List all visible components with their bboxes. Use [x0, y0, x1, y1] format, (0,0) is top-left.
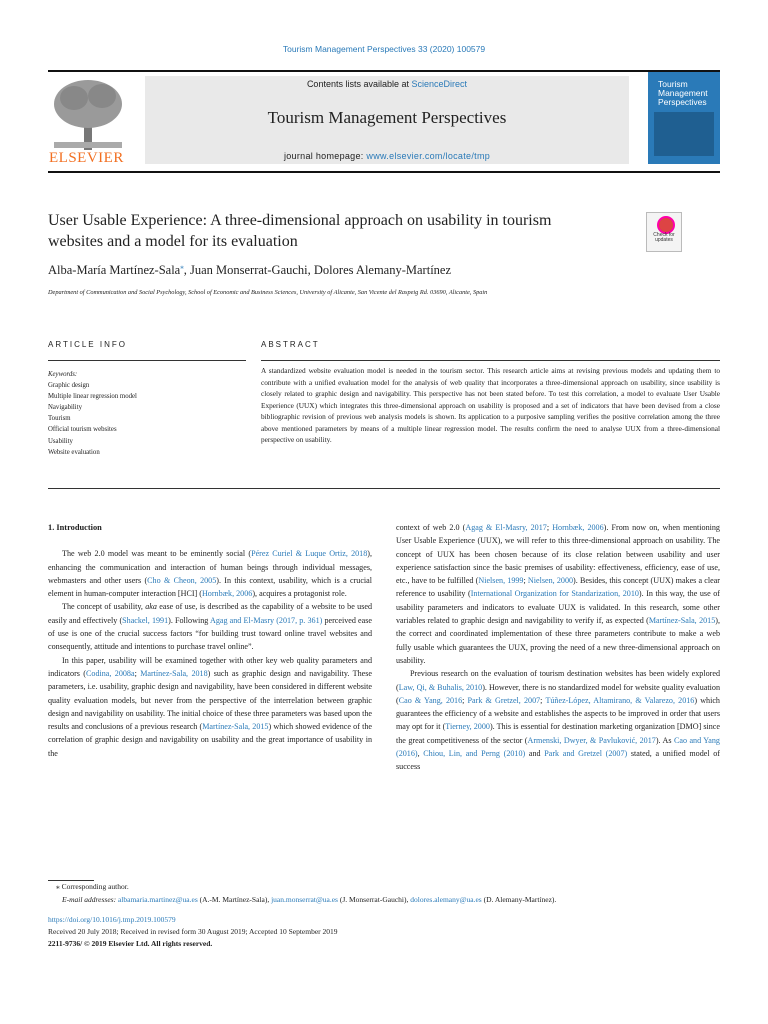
body-text: In this paper, usability will be examined together with other key web quality parameters and indicators ( — [48, 655, 372, 678]
article-title: User Usable Experience: A three-dimensional approach on usability in tourism websites and a model for its evaluation — [48, 212, 552, 250]
body-text: ). Besides, this concept (UUX) makes a clear reference to usability ( — [396, 576, 720, 599]
elsevier-wordmark: ELSEVIER — [49, 150, 124, 166]
citation-link[interactable]: Cao and Yang (2016) — [396, 735, 720, 759]
body-text: context of web 2.0 ( — [396, 523, 466, 532]
corresponding-author-mark[interactable]: ⁎ — [180, 263, 184, 271]
cover-title: Tourism Management Perspectives — [658, 79, 708, 107]
citation-link[interactable]: Codina, 2008a — [86, 668, 135, 678]
citation-link[interactable]: Nielsen, 1999 — [478, 576, 524, 586]
citation-link[interactable]: Law, Qi, & Buhalis, 2010 — [398, 682, 483, 692]
section-heading: 1. Introduction — [48, 523, 102, 532]
keyword-item: Official tourism websites — [48, 426, 117, 434]
email-label: E-mail addresses: — [62, 895, 117, 904]
citation-link[interactable]: Agag and El-Masry (2017, p. 361) — [209, 615, 323, 625]
citation-link[interactable]: Chiou, Lin, and Perng (2010) — [423, 749, 526, 759]
article-metadata — [48, 914, 338, 949]
email-owner: (D. Alemany-Martínez). — [481, 895, 557, 904]
body-text: ), the correct and coordinated implementation of these three parameters contribute to make a web fully usable which guarantees the UUX, proving the need of a new three-dimensional approach on usability. — [396, 616, 720, 665]
body-text: ). As — [655, 735, 674, 745]
contents-line — [145, 79, 629, 89]
email-link[interactable]: albamaria.martinez@ua.es — [117, 895, 198, 904]
body-text: ease of use, is described as the capability of a website to be used easily and effectively ( — [48, 602, 373, 625]
body-text: ) such as graphic design and navigability. These parameters, i.e. usability, graphic design and navigability, have been considered in different website quality evaluation models, but never from the perspective of the interrelation between graphic design and navigability on usability. The initial choice of these three parameters was based upon the results and conclusions of a previous research ( — [48, 668, 372, 732]
article-info-rule — [48, 360, 246, 361]
check-updates-badge[interactable] — [646, 212, 682, 252]
author-list — [48, 263, 451, 278]
body-text: ), enhancing the communication and interaction of human beings through individual messages, webmasters and other users ( — [48, 549, 372, 585]
email-owner: (A.-M. Martínez-Sala), — [197, 895, 272, 904]
column-paragraphs — [396, 521, 720, 774]
citation-link[interactable]: Martínez-Sala, 2015 — [648, 616, 716, 626]
header-rule-bottom — [48, 171, 720, 173]
email-link[interactable]: dolores.alemany@ua.es — [410, 895, 482, 904]
citation-link[interactable]: Martínez-Sala, 2015 — [202, 722, 269, 732]
body-column-left — [48, 521, 372, 760]
column-paragraphs — [48, 547, 372, 760]
keywords-label: Keywords: — [48, 371, 78, 378]
abstract-bottom-rule — [48, 488, 720, 489]
citation-link[interactable]: Nielsen, 2000 — [527, 576, 574, 586]
author-rest: , Juan Monserrat-Gauchi, Dolores Alemany-Martínez — [183, 263, 452, 278]
citation-link[interactable]: Túñez-López, Altamirano, & Valarezo, 2016 — [545, 695, 695, 705]
cover-image — [654, 112, 714, 156]
body-text: ; — [134, 668, 141, 678]
citation-link[interactable]: Hornbæk, 2006 — [201, 589, 253, 599]
body-text: ). In this way, the use of usability parameters and indicators to evaluate UUX is validated. In this research, some other variables related to graphic design and navigability to verify if, as expected ( — [396, 589, 720, 626]
body-text: ; — [540, 695, 546, 705]
abstract-rule — [261, 360, 720, 361]
body-text: and — [525, 749, 545, 759]
body-paragraph — [396, 667, 720, 773]
sciencedirect-link[interactable]: ScienceDirect — [411, 79, 468, 89]
body-text: ). In this context, usability, which is a crucial element in human-computer interaction [HCI] ( — [48, 575, 373, 599]
citation-link[interactable]: Pérez Curiel & Luque Ortiz, 2018 — [251, 549, 368, 559]
check-updates-label: Check for updates — [653, 232, 675, 243]
doi-link[interactable]: https://doi.org/10.1016/j.tmp.2019.100579 — [48, 915, 176, 924]
body-text: ) which showed evidence of the correlation of graphic design and navigability on usability and the great importance of usability in the — [48, 722, 373, 758]
keyword-item: Website evaluation — [48, 448, 100, 456]
keyword-item: Navigability — [48, 404, 82, 412]
homepage-prefix: journal homepage: — [283, 151, 364, 161]
citation-link[interactable]: Cho & Cheon, 2005 — [147, 575, 217, 585]
citation-link[interactable]: International Organization for Standarization, 2010 — [470, 589, 639, 599]
journal-citation-link[interactable]: Tourism Management Perspectives 33 (2020) 100579 — [282, 44, 486, 54]
body-paragraph — [396, 521, 720, 667]
emphasis-text: aka — [145, 602, 157, 612]
citation-link[interactable]: Martínez-Sala, 2018 — [140, 668, 208, 678]
body-paragraph — [48, 600, 372, 653]
body-text: ). From now on, when mentioning User Usable Experience (UUX), we will refer to this three-dimensional approach on usability. The concept of UUX has been chosen because of its close relation between usability and user experience satisfaction since the basic premises of usability: effectiveness, efficiency, ease of use, etc., have to be fulfilled ( — [396, 523, 720, 586]
body-text: ; — [462, 695, 468, 705]
body-text: ; — [546, 523, 553, 532]
citation-link[interactable]: Agag & El-Masry, 2017 — [465, 523, 547, 532]
abstract-text: A standardized website evaluation model is needed in the tourism sector. This research article aims at revising previous models and updating them to contribute with a unified evaluation model for the analysis of web quality that incorporates a three-dimensional approach on usability, since usability is closely related to graphic design and navigability. This perspective has not been stated before. To test this correlation, a model to evaluate User Usable Experience (UUX) which integrates this three-dimensional approach on usability is proposed and a set of indicators that have been devised from a close bibliographic revision of previous web analysis models is shown. Its application to a purposive sampling verifies the positive correlation among the three above mentioned parameters by means of a multiple linear regression model. The results confirm the need to analyse UUX from a three-dimensional perspective on usability. — [261, 366, 720, 444]
copyright-line: 2211-9736/ © 2019 Elsevier Ltd. All rights reserved. — [48, 938, 213, 948]
journal-cover-thumbnail — [648, 72, 720, 164]
contents-prefix: Contents lists available at — [306, 79, 409, 89]
citation-link[interactable]: Park and Gretzel (2007) — [544, 749, 628, 759]
body-text: The web 2.0 model was meant to be eminently social ( — [62, 549, 252, 559]
body-text: , — [417, 749, 424, 759]
body-text: ). Following — [168, 615, 210, 625]
body-text: ), acquires a protagonist role. — [252, 589, 347, 599]
body-text: ). However, there is no standardized model for website quality evaluation ( — [396, 682, 721, 705]
body-text: Previous research on the evaluation of tourism destination websites has been widely explored ( — [396, 669, 720, 692]
citation-link[interactable]: Hornbæk, 2006 — [552, 523, 604, 532]
journal-title: Tourism Management Perspectives — [267, 108, 507, 127]
body-text: ) which guarantees the efficiency of a website and establishes the aspects to be improved in order that users may opt for it ( — [396, 695, 720, 732]
author-first: Alba-María Martínez-Sala — [48, 263, 181, 278]
body-text: The concept of usability, — [62, 602, 146, 612]
email-addresses — [48, 893, 728, 906]
homepage-line — [145, 151, 629, 161]
footnotes — [48, 880, 728, 906]
email-owner: (J. Monserrat-Gauchi), — [337, 895, 411, 904]
body-column-right — [396, 521, 720, 774]
received-dates: Received 20 July 2018; Received in revised form 30 August 2019; Accepted 10 September 2019 — [48, 926, 338, 936]
body-text: stated, a unified model of success — [396, 749, 720, 772]
body-paragraph — [48, 654, 372, 760]
header-rule-top — [48, 70, 720, 72]
body-paragraph — [48, 547, 372, 600]
abstract-heading: ABSTRACT — [261, 340, 320, 349]
citation-link[interactable]: Cao & Yang, 2016 — [398, 695, 463, 705]
body-text: ). This is essential for destination marketing organization [DMO] since the great competitiveness of the sector ( — [396, 722, 720, 745]
email-link[interactable]: juan.monserrat@ua.es — [271, 895, 338, 904]
keyword-item: Graphic design — [48, 382, 90, 390]
citation-link[interactable]: Shackel, 1991 — [122, 615, 169, 625]
keyword-item: Usability — [48, 437, 73, 445]
citation-link[interactable]: Tierney, 2000 — [445, 722, 490, 732]
corresponding-note: ⁎ Corresponding author. — [56, 882, 129, 891]
body-text: ; — [523, 576, 528, 586]
keywords-block — [48, 369, 137, 458]
affiliation: Department of Communication and Social Psychology, School of Economic and Business Sciences, University of Alicante, San Vicente del Raspeig Rd. 03690, Alicante, Spain — [48, 289, 488, 296]
citation-link[interactable]: Armenski, Dwyer, & Pavluković, 2017 — [527, 735, 656, 745]
article-info-heading: ARTICLE INFO — [48, 340, 127, 349]
body-text: perceived ease of use is one of the crucial success factors “for building trust toward online travel websites and consequently, attitude and intentions to purchase travel online”. — [48, 615, 372, 652]
keyword-item: Multiple linear regression model — [48, 393, 137, 401]
keyword-item: Tourism — [48, 415, 71, 423]
citation-link[interactable]: Park & Gretzel, 2007 — [467, 695, 541, 705]
homepage-link[interactable]: www.elsevier.com/locate/tmp — [366, 151, 491, 161]
